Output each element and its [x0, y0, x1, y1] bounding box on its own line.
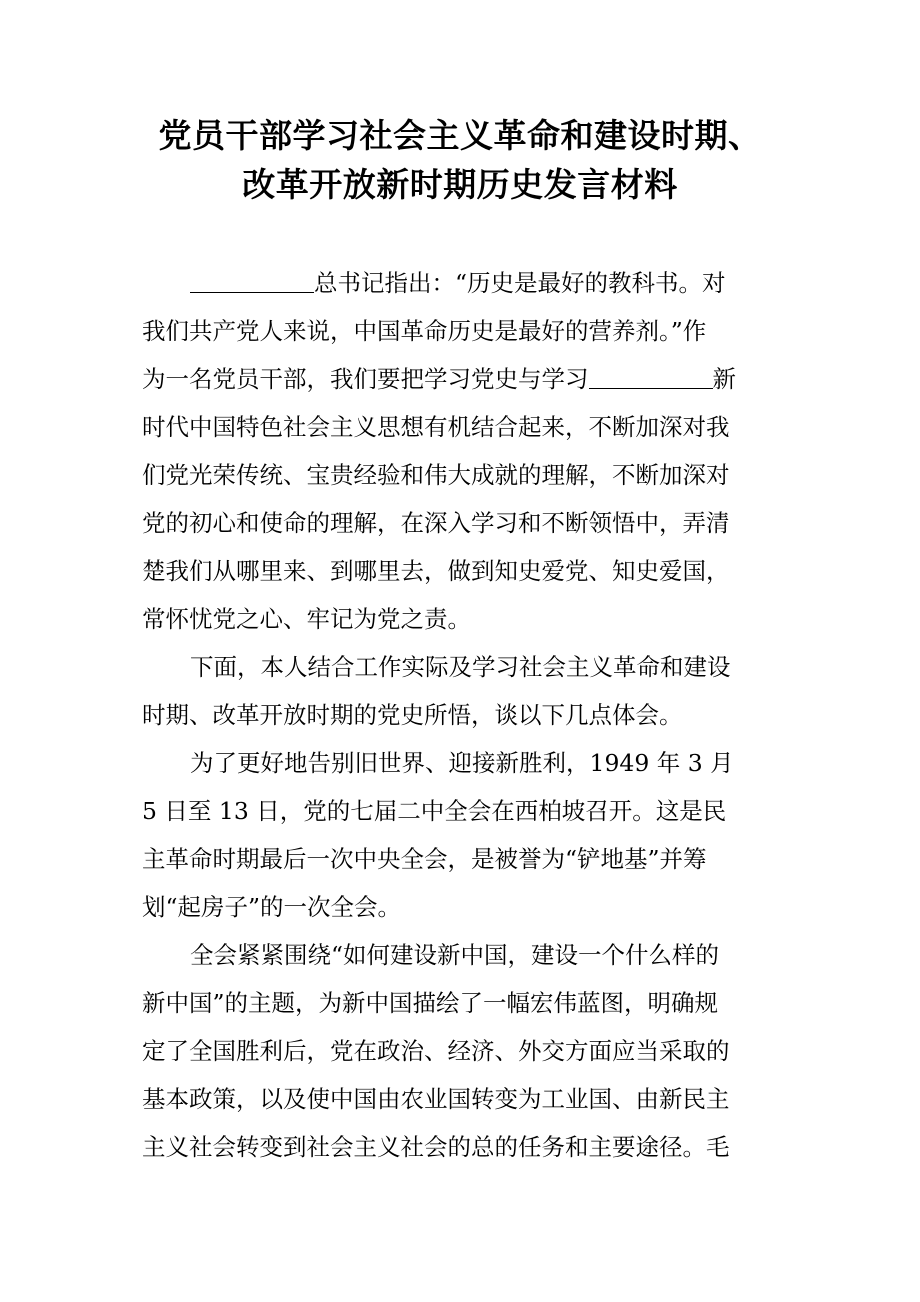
paragraph-1-line-1-text: 总书记指出：“历史是最好的教科书。对 — [314, 269, 726, 297]
paragraph-1-line-2: 我们共产党人来说，中国革命历史是最好的营养剂。”作 — [142, 317, 707, 345]
document-title-line-2: 改革开放新时期历史发言材料 — [242, 165, 678, 204]
paragraph-1-line-5: 们党光荣传统、宝贵经验和伟大成就的理解，不断加深对 — [142, 461, 730, 489]
paragraph-1-line-7: 楚我们从哪里来、到哪里去，做到知史爱党、知史爱国， — [142, 557, 730, 585]
paragraph-3-line-2: 5 日至 13 日，党的七届二中全会在西柏坡召开。这是民 — [142, 797, 727, 825]
paragraph-1-line-3 — [142, 359, 782, 399]
paragraph-4-line-4: 基本政策，以及使中国由农业国转变为工业国、由新民主 — [142, 1085, 730, 1113]
paragraph-2-line-1: 下面，本人结合工作实际及学习社会主义革命和建设 — [190, 653, 731, 681]
paragraph-4-line-1: 全会紧紧围绕“如何建设新中国，建设一个什么样的 — [190, 941, 720, 969]
paragraph-3-line-4: 划“起房子”的一次全会。 — [142, 893, 402, 921]
paragraph-4-line-3: 定了全国胜利后，党在政治、经济、外交方面应当采取的 — [142, 1037, 730, 1065]
paragraph-3-line-1: 为了更好地告别旧世界、迎接新胜利，1949 年 3 月 — [190, 749, 734, 777]
paragraph-1-line-3-text-a: 为一名党员干部，我们要把学习党史与学习 — [142, 365, 589, 393]
paragraph-3-line-3: 主革命时期最后一次中央全会，是被誉为“铲地基”并筹 — [142, 845, 707, 873]
document-title-line-1: 党员干部学习社会主义革命和建设时期、 — [158, 116, 762, 155]
paragraph-1-line-8: 常怀忧党之心、牢记为党之责。 — [142, 605, 471, 633]
blank-underline — [589, 362, 713, 389]
blank-underline — [190, 266, 314, 293]
paragraph-1-line-1 — [190, 263, 782, 303]
paragraph-1-line-6: 党的初心和使命的理解，在深入学习和不断领悟中，弄清 — [142, 509, 730, 537]
paragraph-1-line-4: 时代中国特色社会主义思想有机结合起来，不断加深对我 — [142, 413, 730, 441]
paragraph-1-line-3-text-b: 新 — [712, 365, 736, 393]
paragraph-4-line-5: 主义社会转变到社会主义社会的总的任务和主要途径。毛 — [142, 1133, 730, 1161]
paragraph-4-line-2: 新中国”的主题，为新中国描绘了一幅宏伟蓝图，明确规 — [142, 989, 719, 1017]
paragraph-2-line-2: 时期、改革开放时期的党史所悟，谈以下几点体会。 — [142, 701, 683, 729]
